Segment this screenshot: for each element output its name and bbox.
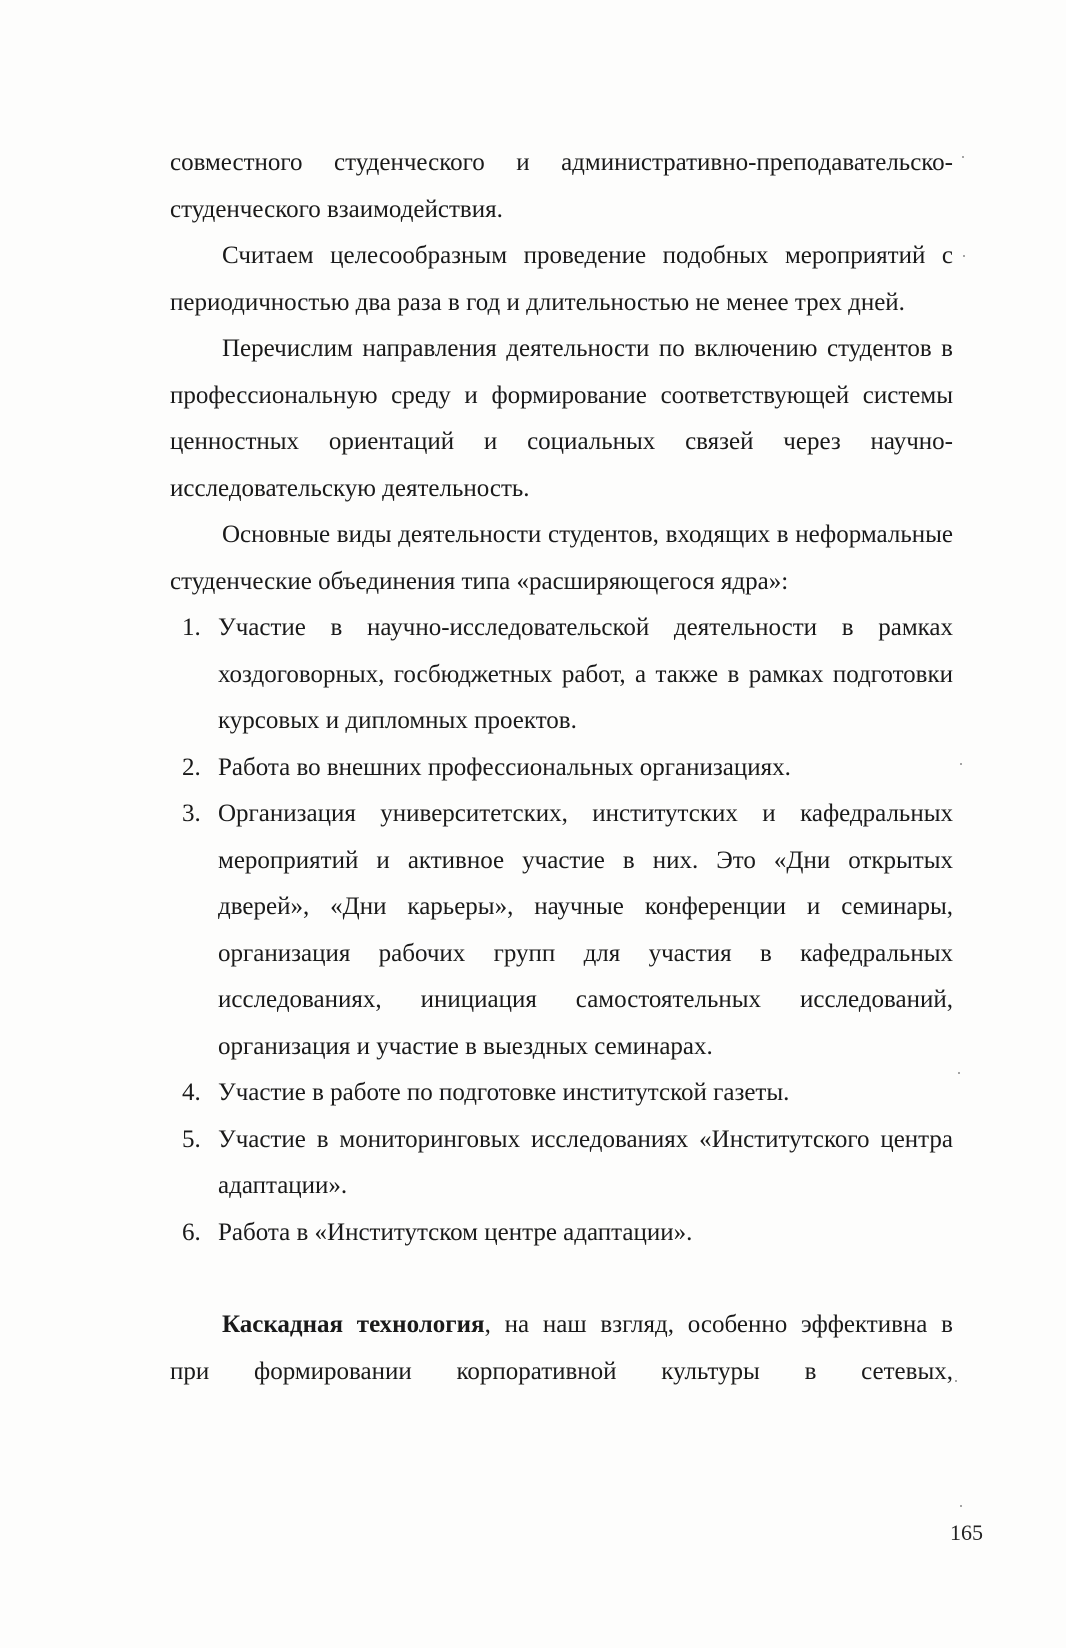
- list-item-number: 1.: [182, 614, 201, 641]
- list-item-text: Участие в научно-исследовательской деятельности в рамках хоздоговорных, госбюджетных работ, а также в рамках подготовки курсовых и дипломных проектов.: [218, 614, 953, 734]
- scan-speck: [963, 255, 965, 257]
- scan-speck: [958, 1072, 960, 1074]
- list-item: [170, 605, 953, 745]
- scan-speck: [960, 763, 962, 765]
- list-item-text: Участие в работе по подготовке институтской газеты.: [218, 1079, 790, 1106]
- paragraph-2: Считаем целесообразным проведение подобных мероприятий с периодичностью два раза в год и длительностью не менее трех дней.: [170, 242, 953, 316]
- page-number: 165: [950, 1520, 983, 1545]
- section-gap: [170, 1256, 953, 1302]
- list-item: [170, 745, 953, 792]
- paragraph-4: Основные виды деятельности студентов, входящих в неформальные студенческие объединения типа «расширяющегося ядра»:: [170, 521, 953, 595]
- list-item-number: 4.: [182, 1079, 201, 1106]
- scan-speck: [960, 1505, 962, 1507]
- activity-list: [170, 605, 953, 1256]
- body-text: [170, 140, 953, 1395]
- scan-speck: [955, 1380, 957, 1382]
- cascade-paragraph-line-1: [170, 1302, 953, 1349]
- list-item-text: Работа в «Институтском центре адаптации».: [218, 1218, 693, 1246]
- list-item-number: 3.: [182, 800, 201, 827]
- list-item: [170, 791, 953, 1070]
- scan-speck: [962, 156, 964, 158]
- cascade-term: Каскадная технология: [222, 1311, 485, 1338]
- list-item: [170, 1117, 953, 1210]
- paragraph-1-line-1: совместного студенческого и административно-преподавательско-: [170, 149, 953, 176]
- list-item-number: 6.: [182, 1218, 201, 1246]
- cascade-paragraph-line-2: при формировании корпоративной культуры в сетевых,: [170, 1357, 953, 1385]
- list-item-text: Участие в мониторинговых исследованиях «Институтского центра адаптации».: [218, 1125, 953, 1199]
- list-item-text: Организация университетских, институтских и кафедральных мероприятий и активное участие в них. Это «Дни открытых дверей», «Дни карьеры», научные конференции и семинары, организация рабочих групп для участия в кафедральных исследованиях, инициация самостоятельных исследований, организация и участие в выездных семинарах.: [218, 800, 953, 1060]
- list-item-text: Работа во внешних профессиональных организациях.: [218, 753, 791, 781]
- cascade-line-1-rest: , на наш взгляд, особенно эффективна в: [484, 1311, 953, 1338]
- list-item: [170, 1070, 953, 1117]
- paragraph-3: Перечислим направления деятельности по включению студентов в профессиональную среду и формирование соответствующей системы ценностных ориентаций и социальных связей через научно-исследовательскую деятельность.: [170, 335, 953, 502]
- list-item-number: 2.: [182, 753, 201, 781]
- list-item-number: 5.: [182, 1125, 201, 1153]
- paragraph-1-line-2: студенческого взаимодействия.: [170, 195, 503, 223]
- list-item: [170, 1210, 953, 1257]
